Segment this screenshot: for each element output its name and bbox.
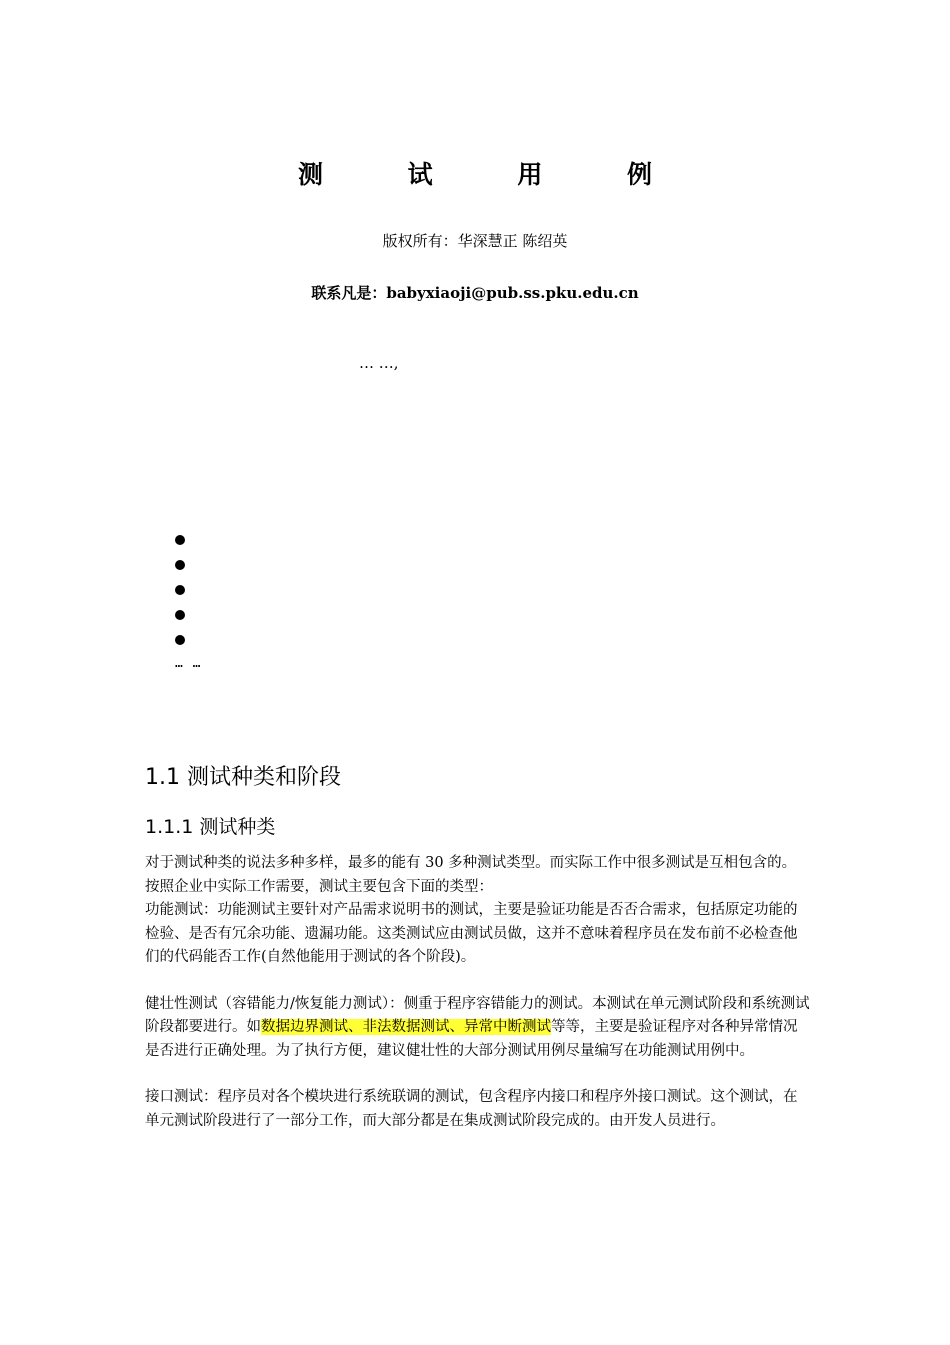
ellipsis-text: … …, (359, 354, 399, 372)
contact-line: 联系凡是：babyxiaoji@pub.ss.pku.edu.cn (311, 284, 639, 302)
body-text (145, 852, 810, 1133)
paragraph-robustness-test (145, 993, 810, 1064)
document-title: 测 试 用 例 (297, 160, 691, 189)
copyright-line: 版权所有：华深慧正 陈绍英 (382, 232, 568, 250)
paragraph-interface-test: 接口测试：程序员对各个模块进行系统联调的测试，包含程序内接口和程序外接口测试。这个测试，在单元测试阶段进行了一部分工作，而大部分都是在集成测试阶段完成的。由开发人员进行。 (145, 1089, 798, 1129)
highlighted-text: 数据边界测试、非法数据测试、异常中断测试 (261, 1019, 551, 1035)
section-heading: 1.1 测试种类和阶段 (145, 765, 341, 790)
robustness-text-after: 等等，主要是验证程序对各种异常情况是否进行正确处理。为了执行方便，建议健壮性的大部分测试用例尽量编写在功能测试用例中。 (145, 1019, 798, 1059)
subsection-heading: 1.1.1 测试种类 (145, 816, 276, 838)
paragraph-intro: 对于测试种类的说法多种多样，最多的能有 30 多种测试类型。而实际工作中很多测试是互相包含的。按照企业中实际工作需要，测试主要包含下面的类型： (145, 855, 797, 895)
list-ellipsis: … … (175, 656, 202, 671)
robustness-text-before: 健壮性测试（容错能力/恢复能力测试）：侧重于程序容错能力的测试。本测试在单元测试阶段和系统测试阶段都要进行。如 (145, 995, 810, 1035)
paragraph-functional-test: 功能测试：功能测试主要针对产品需求说明书的测试，主要是验证功能是否否合需求，包括原定功能的检验、是否有冗余功能、遗漏功能。这类测试应由测试员做，这并不意味着程序员在发布前不必检查他们的代码能否工作(自然他能用于测试的各个阶段)。 (145, 902, 798, 965)
